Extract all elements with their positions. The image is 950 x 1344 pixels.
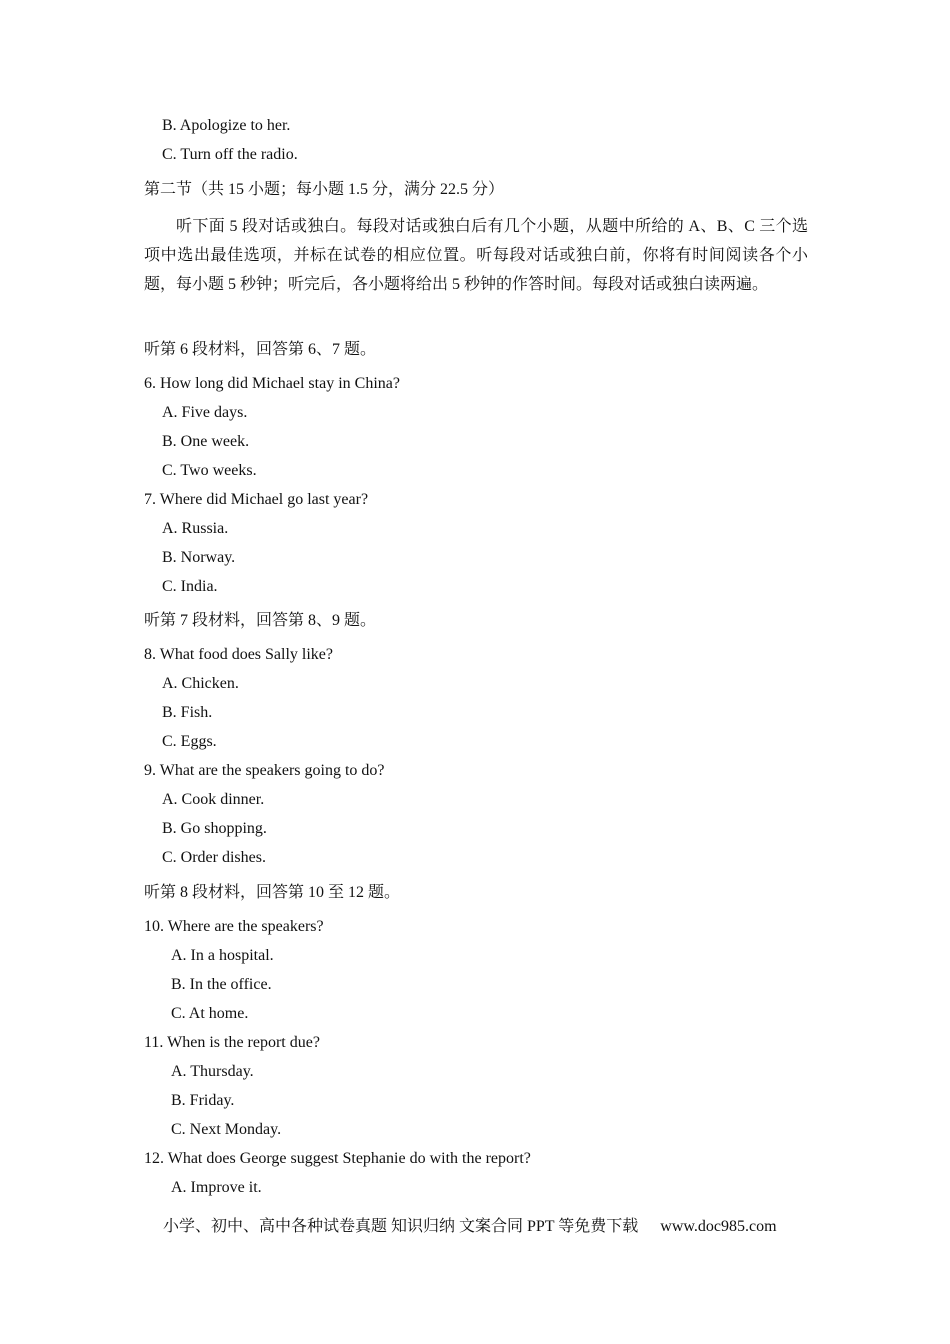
question-8-option-c: C. Eggs. [162, 733, 217, 750]
question-6-option-c: C. Two weeks. [162, 462, 257, 479]
question-7-option-c: C. India. [162, 578, 218, 595]
question-12-option-a: A. Improve it. [171, 1179, 262, 1196]
question-8-option-b: B. Fish. [162, 704, 213, 721]
question-7: 7. Where did Michael go last year? [144, 491, 369, 508]
question-6-option-b: B. One week. [162, 433, 250, 450]
question-8: 8. What food does Sally like? [144, 646, 333, 663]
footer-url: www.doc985.com [660, 1218, 777, 1235]
question-12: 12. What does George suggest Stephanie do with the report? [144, 1150, 531, 1167]
question-6-option-a: A. Five days. [162, 404, 248, 421]
question-10-option-a: A. In a hospital. [171, 947, 274, 964]
section-heading: 第二节（共 15 小题；每小题 1.5 分，满分 22.5 分） [144, 181, 505, 198]
question-11-option-c: C. Next Monday. [171, 1121, 282, 1138]
material-8-heading: 听第 8 段材料，回答第 10 至 12 题。 [144, 884, 401, 901]
instructions-paragraph: 听下面 5 段对话或独白。每段对话或独白后有几个小题，从题中所给的 A、B、C 三个选项中选出最佳选项，并标在试卷的相应位置。听每段对话或独白前，你将有时间阅读各个小题，每小题 5 秒钟；听完后，各小题将给出 5 秒钟的作答时间。每段对话或独白读两遍。 [144, 218, 808, 293]
option-c-prev: C. Turn off the radio. [162, 146, 298, 163]
question-8-option-a: A. Chicken. [162, 675, 239, 692]
page-footer [163, 1213, 777, 1236]
question-9: 9. What are the speakers going to do? [144, 762, 385, 779]
question-11: 11. When is the report due? [144, 1034, 320, 1051]
question-10-option-b: B. In the office. [171, 976, 272, 993]
question-6: 6. How long did Michael stay in China? [144, 375, 400, 392]
question-11-option-a: A. Thursday. [171, 1063, 254, 1080]
question-9-option-b: B. Go shopping. [162, 820, 267, 837]
option-b-prev: B. Apologize to her. [162, 117, 291, 134]
question-11-option-b: B. Friday. [171, 1092, 235, 1109]
question-10: 10. Where are the speakers? [144, 918, 324, 935]
question-9-option-a: A. Cook dinner. [162, 791, 265, 808]
question-9-option-c: C. Order dishes. [162, 849, 266, 866]
question-10-option-c: C. At home. [171, 1005, 249, 1022]
question-7-option-b: B. Norway. [162, 549, 236, 566]
material-7-heading: 听第 7 段材料，回答第 8、9 题。 [144, 612, 377, 629]
question-7-option-a: A. Russia. [162, 520, 229, 537]
footer-text: 小学、初中、高中各种试卷真题 知识归纳 文案合同 PPT 等免费下载 [163, 1218, 639, 1235]
material-6-heading: 听第 6 段材料，回答第 6、7 题。 [144, 341, 377, 358]
